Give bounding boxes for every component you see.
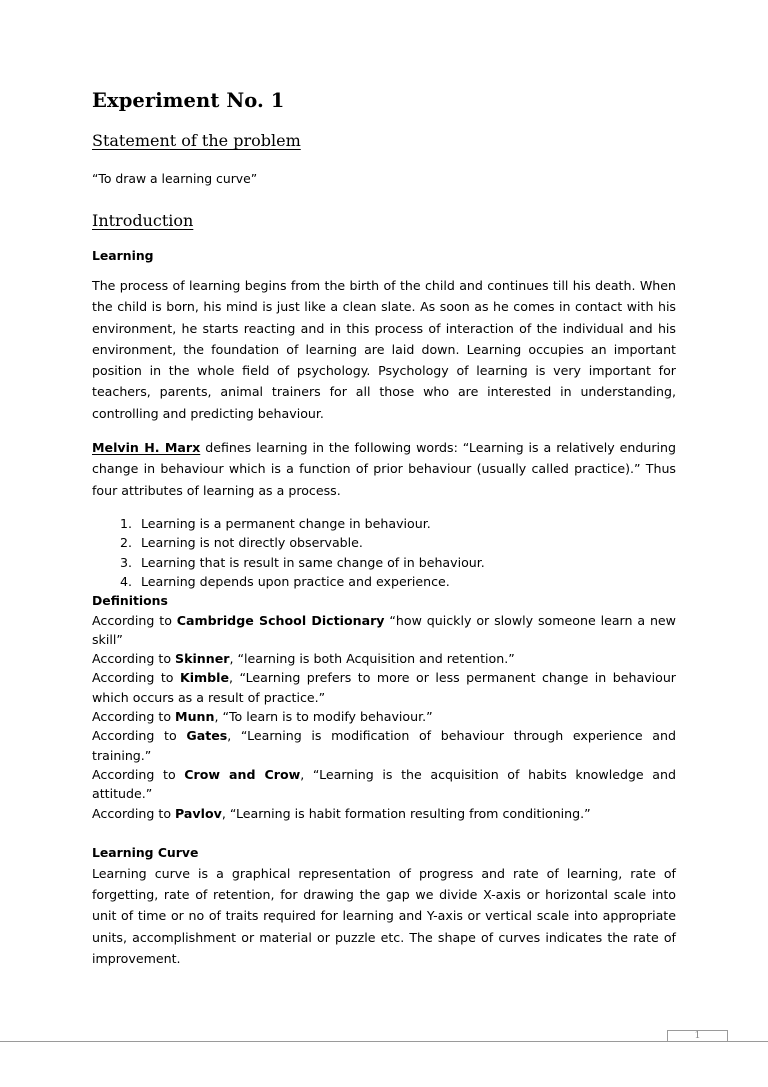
definition-prefix: According to bbox=[92, 612, 177, 628]
definition-entry bbox=[92, 668, 676, 707]
paragraph-learning-process: The process of learning begins from the birth of the child and continues till his death. When the child is born, his mind is just like a clean slate. As soon as he comes in contact with his environment, he starts reacting and in this process of interaction of the individual and his environment, the foundation of learning are laid down. Learning occupies an important position in the whole field of psychology. Psychology of learning is very important for teachers, parents, animal trainers for all those who are interested in understanding, controlling and predicting behaviour. bbox=[92, 278, 676, 421]
definition-entry bbox=[92, 611, 676, 650]
subheading-learning-curve: Learning Curve bbox=[92, 844, 199, 860]
marx-definition-text: defines learning in the following words: “Learning is a relatively enduring change in behaviour which is a function of prior behaviour (usually called practice).” Thus four attributes of learning as a process. bbox=[92, 440, 676, 498]
definition-author: Munn bbox=[175, 709, 215, 725]
definition-entry bbox=[92, 726, 676, 765]
definition-prefix: According to bbox=[92, 766, 185, 782]
statement-of-problem-text: “To draw a learning curve” bbox=[92, 171, 258, 186]
list-item-label: Learning is not directly observable. bbox=[141, 535, 363, 551]
definition-prefix: According to bbox=[92, 805, 176, 821]
definition-quote: “how quickly or slowly someone learn a new skill” bbox=[92, 612, 676, 647]
section-heading-introduction: Introduction bbox=[92, 211, 194, 230]
paragraph-learning-curve: Learning curve is a graphical representation of progress and rate of learning, rate of forgetting, rate of retention, for drawing the gap we divide X-axis or horizontal scale into unit of time or no of traits required for learning and Y-axis or vertical scale into appropriate units, accomplishment or material or puzzle etc. The shape of curves indicates the rate of improvement. bbox=[92, 865, 676, 967]
definition-quote: , “Learning is modification of behaviour through experience and training.” bbox=[92, 728, 677, 763]
footer-divider bbox=[0, 1041, 768, 1042]
list-item bbox=[92, 553, 676, 572]
definition-quote: , “Learning prefers to more or less permanent change in behaviour which occurs as a result of practice.” bbox=[92, 670, 676, 705]
definition-entry bbox=[92, 707, 676, 726]
definition-author: Crow and Crow bbox=[184, 766, 301, 782]
definition-entry bbox=[92, 804, 676, 823]
list-item-label: Learning is a permanent change in behaviour. bbox=[141, 515, 431, 531]
definition-quote: , “learning is both Acquisition and retention.” bbox=[229, 651, 515, 667]
definition-prefix: According to bbox=[92, 670, 180, 686]
section-spacer bbox=[92, 823, 676, 844]
definition-quote: , “Learning is the acquisition of habits knowledge and attitude.” bbox=[92, 766, 677, 802]
definition-prefix: According to bbox=[92, 709, 176, 725]
definition-entry bbox=[92, 765, 676, 804]
subheading-learning: Learning bbox=[92, 248, 154, 263]
list-item-number: 2. bbox=[120, 535, 133, 551]
page-number: 1 bbox=[694, 1030, 701, 1041]
paragraph-marx-definition bbox=[92, 437, 676, 501]
list-item bbox=[92, 514, 676, 533]
list-item-number: 3. bbox=[120, 554, 133, 570]
definition-prefix: According to bbox=[92, 651, 176, 667]
author-name-melvin-marx: Melvin H. Marx bbox=[92, 440, 201, 456]
definition-entry bbox=[92, 649, 676, 668]
definitions-block bbox=[92, 611, 676, 823]
document-body bbox=[92, 88, 676, 969]
list-item-number: 4. bbox=[120, 574, 133, 590]
list-item-number: 1. bbox=[120, 515, 133, 531]
list-item-label: Learning that is result in same change of in behaviour. bbox=[141, 554, 485, 570]
list-item-label: Learning depends upon practice and experience. bbox=[141, 574, 450, 590]
subheading-definitions: Definitions bbox=[92, 592, 168, 608]
definition-author: Pavlov bbox=[175, 805, 222, 821]
page-title: Experiment No. 1 bbox=[92, 89, 285, 112]
definition-author: Gates bbox=[186, 728, 228, 744]
definition-quote: , “To learn is to modify behaviour.” bbox=[214, 709, 433, 725]
definition-quote: , “Learning is habit formation resulting from conditioning.” bbox=[221, 805, 591, 821]
definition-author: Skinner bbox=[175, 651, 230, 667]
list-item bbox=[92, 533, 676, 552]
section-heading-statement-of-the-problem: Statement of the problem bbox=[92, 131, 301, 150]
attributes-list bbox=[92, 514, 676, 592]
definition-prefix: According to bbox=[92, 728, 187, 744]
definition-author: Cambridge School Dictionary bbox=[176, 612, 385, 628]
page-footer bbox=[0, 1030, 768, 1060]
list-item bbox=[92, 572, 676, 591]
definition-author: Kimble bbox=[179, 670, 230, 686]
